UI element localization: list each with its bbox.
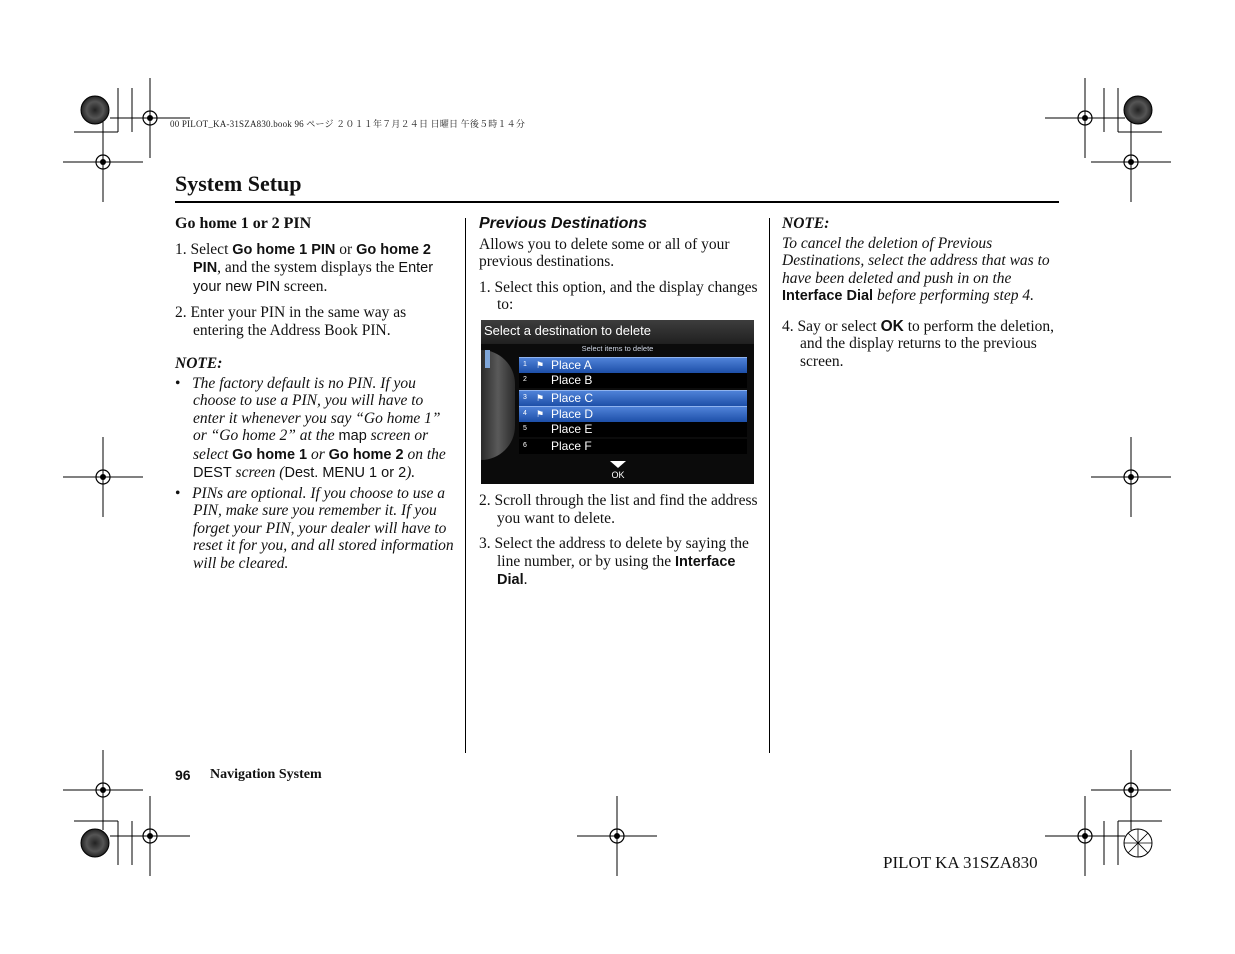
column-2-lower	[479, 492, 759, 590]
destination-row[interactable]	[519, 406, 747, 422]
step-text: , and the system displays the	[217, 259, 399, 276]
step-text: Select the address to delete by saying the line number, or by using the	[494, 535, 749, 570]
trash-icon: ⚑	[536, 392, 545, 403]
row-number: 4	[523, 409, 527, 417]
ok-button[interactable]: OK	[611, 470, 625, 480]
map-label: map	[338, 428, 367, 444]
step-1-pin	[175, 241, 455, 297]
step-number: 3.	[479, 535, 491, 552]
row-label: Place D	[551, 406, 594, 421]
note-text: ).	[406, 464, 416, 481]
note-text: screen or select	[193, 427, 429, 463]
column-2	[479, 215, 759, 314]
step-text: Select	[190, 240, 233, 258]
note-bullet-2	[175, 485, 455, 573]
step-number: 4.	[782, 317, 794, 335]
screen-subtitle: Select items to delete	[581, 344, 654, 353]
screen-title: Select a destination to delete	[484, 323, 651, 338]
go-home-2-label: Go home 2	[328, 446, 404, 463]
enter-new-pin-label: Enter your new PIN	[193, 260, 434, 295]
step-1-previous	[479, 279, 759, 314]
interface-dial-label: Interface Dial	[782, 288, 874, 304]
section-heading-pin: Go home 1 or 2 PIN	[175, 215, 312, 232]
dest-label: DEST	[193, 465, 232, 481]
trash-icon: ⚑	[536, 408, 545, 419]
screen-header	[481, 320, 754, 344]
step-text: Enter your PIN in the same way as entering the Address Book PIN.	[190, 304, 407, 339]
step-4-previous	[782, 318, 1062, 371]
document-code: PILOT KA 31SZA830	[883, 853, 1038, 872]
dest-menu-label: Dest. MENU 1 or 2	[284, 465, 407, 481]
note-text: The factory default is no PIN. If you choose to use a PIN, you will have to enter it whenever you say “Go home 1” or “Go home 2” at the	[192, 374, 441, 444]
step-number: 1.	[479, 278, 491, 296]
step-text: to perform the deletion, and the display returns to the previous screen.	[800, 317, 1055, 370]
step-text: screen.	[280, 277, 328, 295]
step-text: Say or select	[797, 317, 881, 335]
title-rule	[175, 201, 1059, 203]
trash-icon: ⚑	[536, 360, 545, 370]
delete-destination-screen	[481, 320, 754, 484]
row-number: 2	[523, 376, 527, 384]
bullet-symbol: •	[175, 374, 181, 392]
note-label: NOTE:	[782, 215, 830, 232]
row-label: Place F	[551, 438, 592, 453]
note-text: To cancel the deletion of Previous Destinations, select the address that was to have been deleted and push in on the	[782, 234, 1050, 287]
row-label: Place C	[551, 390, 594, 405]
step-number: 2.	[175, 304, 187, 321]
column-divider-2	[769, 218, 770, 753]
go-home-1-pin-label: Go home 1 PIN	[232, 241, 336, 258]
row-number: 6	[523, 441, 527, 449]
note-cancel-deletion	[782, 235, 1062, 306]
ok-label: OK	[880, 317, 904, 335]
column-divider-1	[465, 218, 466, 753]
note-text: screen (	[231, 464, 285, 481]
destination-row[interactable]	[519, 373, 747, 388]
step-text: .	[523, 571, 528, 588]
step-text: or	[335, 240, 357, 258]
note-text: PINs are optional. If you choose to use a PIN, make sure you remember it. If you forget your PIN, your dealer will have to reset it for you, and all stored information will be cleared.	[192, 484, 454, 572]
scroll-down-arrow-icon	[610, 461, 626, 468]
go-home-2-pin-label: Go home 2 PIN	[193, 241, 431, 276]
row-number: 5	[523, 425, 527, 433]
row-label: Place B	[551, 373, 593, 388]
row-label: Place A	[551, 358, 592, 372]
step-2-pin	[175, 304, 455, 339]
scroll-indicator	[485, 350, 490, 368]
note-label: NOTE:	[175, 355, 223, 372]
step-2-previous	[479, 492, 759, 527]
page-title: System Setup	[175, 171, 302, 196]
row-number: 3	[523, 393, 527, 401]
bullet-symbol: •	[175, 484, 181, 502]
intro-text: Allows you to delete some or all of your previous destinations.	[479, 235, 730, 270]
print-header-line: 00 PILOT_KA-31SZA830.book 96 ページ ２０１１年７月２４日 日曜日 午後５時１４分	[170, 119, 526, 129]
step-number: 1.	[175, 240, 187, 258]
destination-row[interactable]	[519, 390, 747, 406]
footer-section-name: Navigation System	[210, 767, 322, 782]
destination-row[interactable]	[519, 422, 747, 437]
row-label: Place E	[551, 422, 593, 437]
column-1	[175, 215, 455, 572]
row-number: 1	[523, 361, 527, 368]
interface-dial-label: Interface Dial	[497, 553, 736, 588]
destination-row[interactable]	[519, 439, 747, 454]
destination-row[interactable]	[519, 357, 747, 373]
note-text: or	[307, 445, 329, 463]
note-text: before performing step 4.	[873, 287, 1034, 304]
note-bullet-1	[175, 375, 455, 483]
step-text: Select this option, and the display changes to:	[494, 278, 758, 313]
note-text: on the	[403, 445, 446, 463]
column-3	[782, 215, 1062, 370]
go-home-1-label: Go home 1	[232, 446, 308, 463]
section-heading-previous-destinations: Previous Destinations	[479, 215, 648, 232]
step-text: Scroll through the list and find the address you want to delete.	[494, 492, 758, 527]
page-number: 96	[175, 767, 191, 783]
step-3-previous	[479, 535, 759, 590]
step-number: 2.	[479, 492, 491, 509]
